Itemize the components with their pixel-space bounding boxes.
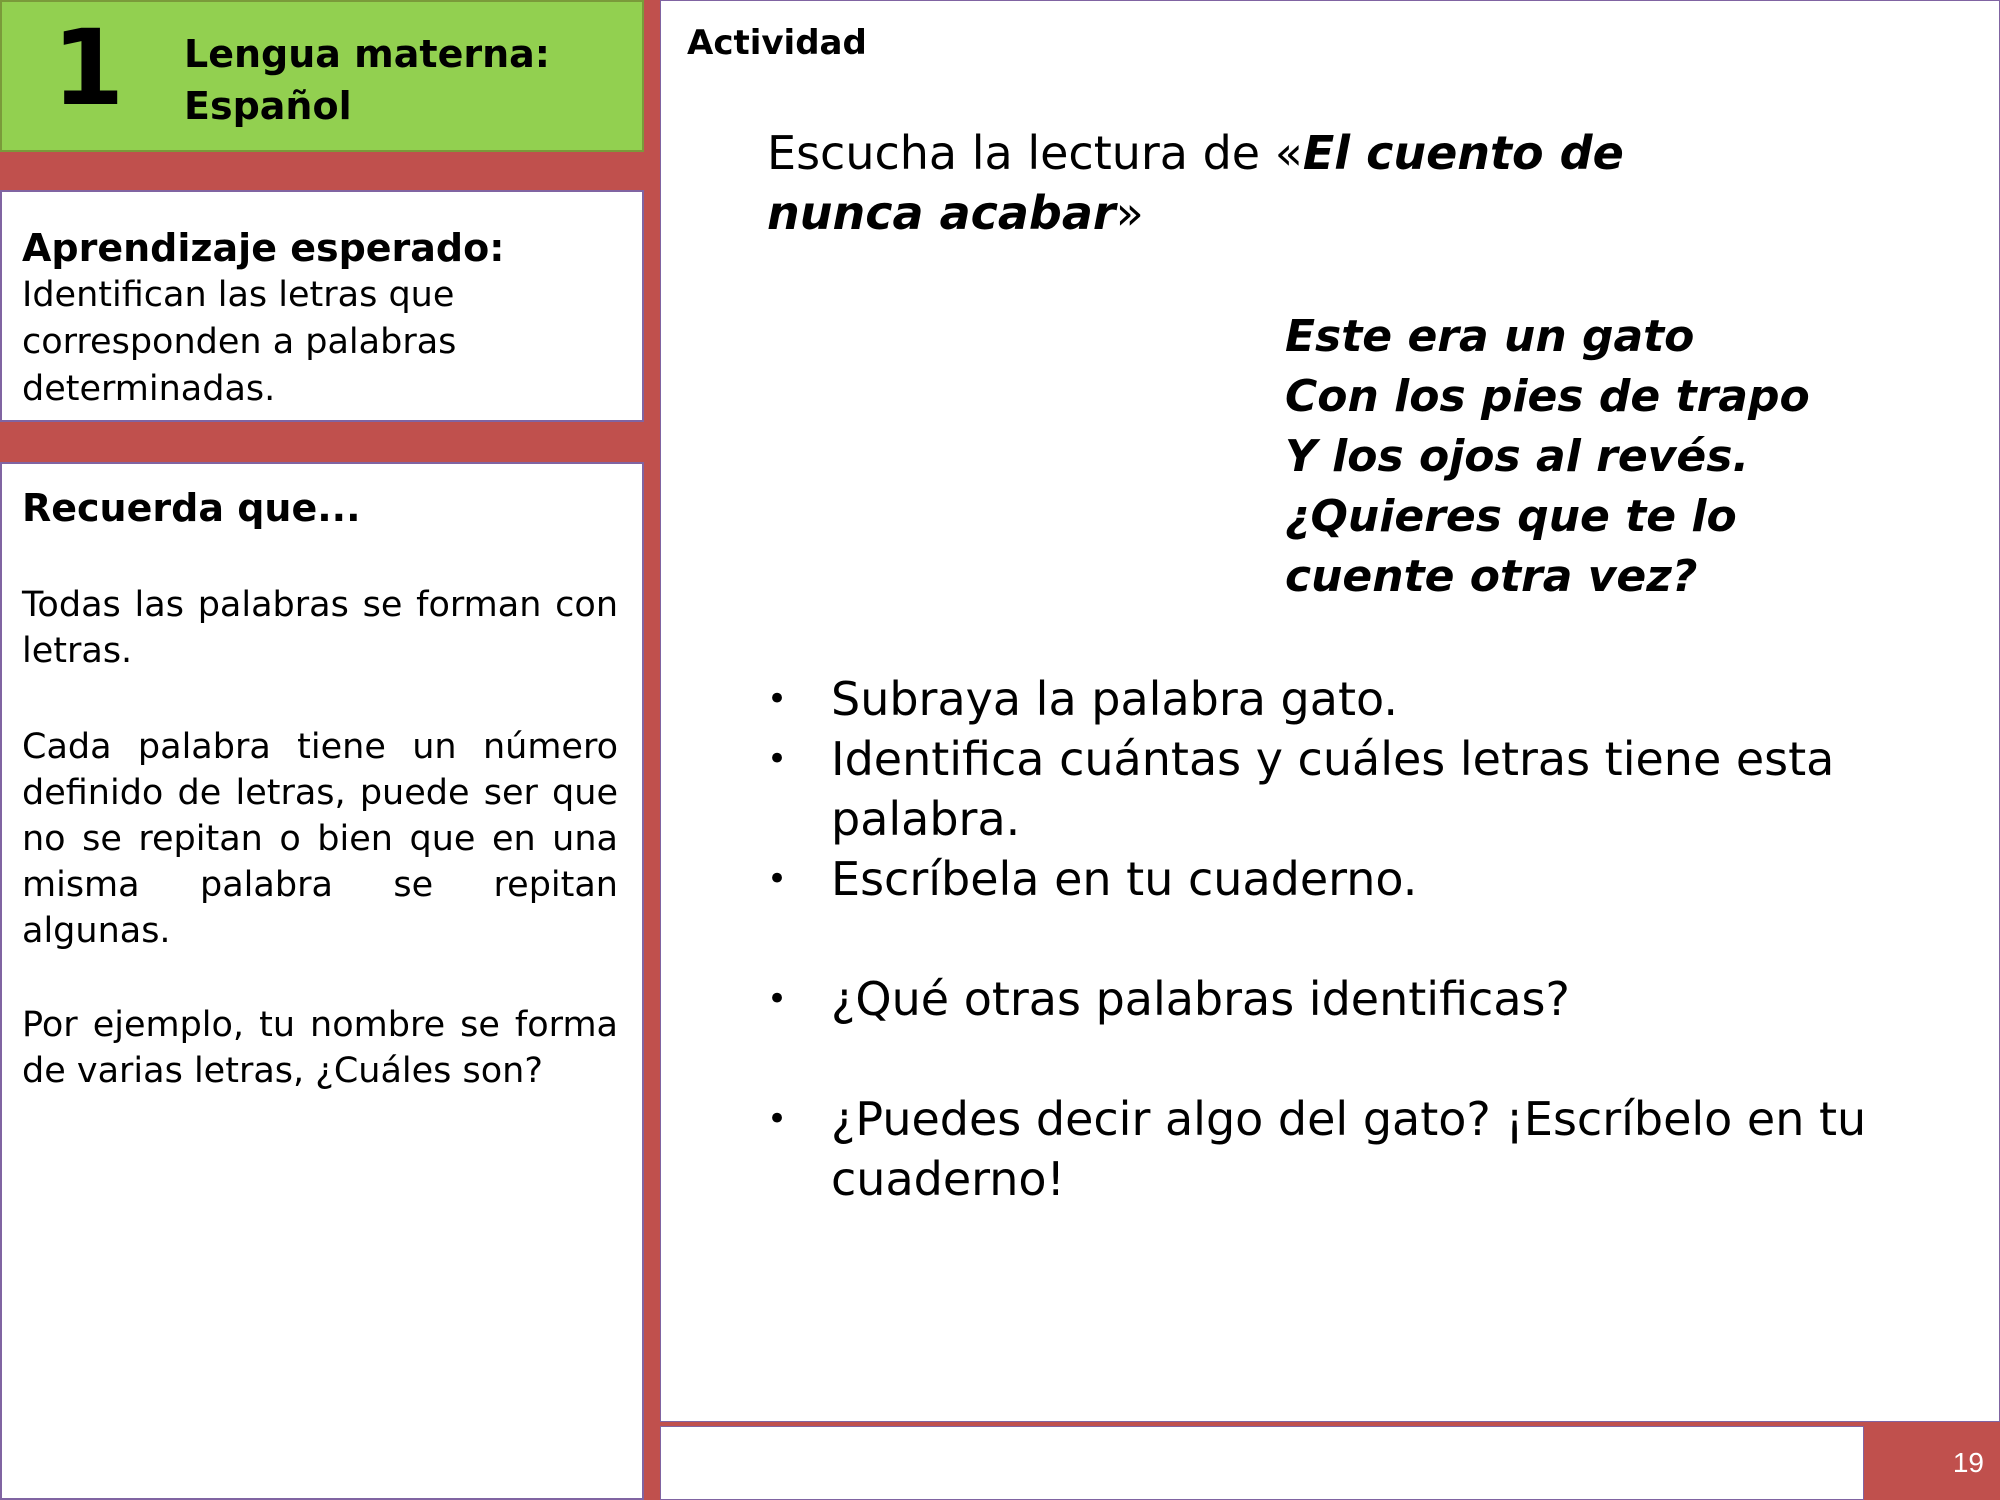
learning-outcome-text: Identifican las letras que corresponden a palabras determinadas.: [22, 275, 457, 409]
learning-outcome-title: Aprendizaje esperado:: [22, 226, 505, 270]
poem: [1285, 307, 1810, 607]
reminder-paragraph: Cada palabra tiene un número definido de letras, puede ser que no se repitan o bien que en una misma palabra se repitan algunas.: [22, 727, 618, 951]
instruction-suffix: »: [1115, 186, 1144, 240]
task-text: ¿Qué otras palabras identificas?: [831, 972, 1570, 1026]
reminder-paragraph: Por ejemplo, tu nombre se forma de varias letras, ¿Cuáles son?: [22, 1005, 618, 1091]
task-text: Escríbela en tu cuaderno.: [831, 852, 1418, 906]
reminder-box: [0, 462, 644, 1500]
subject-header: [0, 0, 644, 152]
poem-line: Con los pies de trapo: [1285, 371, 1810, 422]
poem-line: cuente otra vez?: [1285, 551, 1698, 602]
reminder-paragraph: Todas las palabras se forman con letras.: [22, 585, 618, 671]
task-text: ¿Puedes decir algo del gato? ¡Escríbelo en tu cuaderno!: [831, 1092, 1867, 1206]
task-item: [767, 1089, 1867, 1209]
instruction-prefix: Escucha la lectura de «: [767, 126, 1303, 180]
activity-label: Actividad: [687, 23, 867, 63]
poem-line: Y los ojos al revés.: [1285, 431, 1750, 482]
subject-title: [184, 28, 550, 132]
poem-line: ¿Quieres que te lo: [1285, 491, 1737, 542]
task-text: Identifica cuántas y cuáles letras tiene esta palabra.: [831, 732, 1835, 846]
task-item: [767, 729, 1867, 849]
poem-line: Este era un gato: [1285, 311, 1695, 362]
subject-title-line2: Español: [184, 84, 352, 128]
subject-title-line1: Lengua materna:: [184, 32, 550, 76]
bullet-icon: •: [767, 739, 788, 779]
bullet-icon: •: [767, 679, 788, 719]
bullet-icon: •: [767, 979, 788, 1019]
reminder-title: Recuerda que...: [22, 486, 361, 530]
story-title: El cuento de nunca acabar: [767, 126, 1624, 240]
task-text: Subraya la palabra gato.: [831, 672, 1398, 726]
unit-number: 1: [52, 7, 125, 129]
footer-bar: [660, 1426, 1864, 1500]
activity-instruction: [767, 123, 1767, 243]
bullet-icon: •: [767, 1099, 788, 1139]
task-item: [767, 669, 1867, 729]
page-number: 19: [1952, 1447, 1984, 1478]
learning-outcome-box: [0, 190, 644, 422]
task-item: [767, 969, 1867, 1029]
activity-panel: [660, 0, 2000, 1422]
bullet-icon: •: [767, 859, 788, 899]
task-item: [767, 849, 1867, 909]
